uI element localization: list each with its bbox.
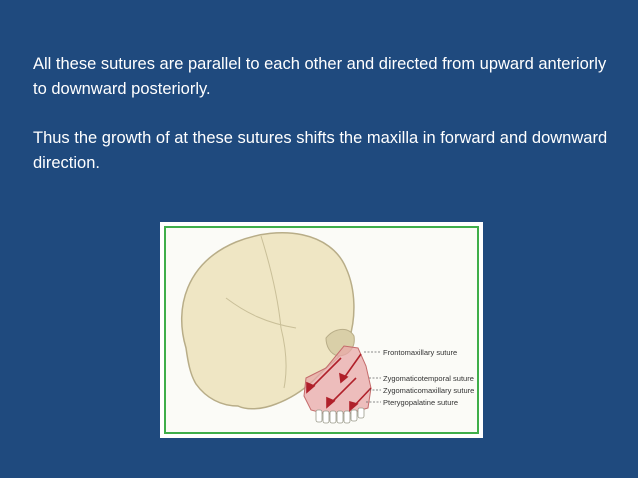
skull-figure-frame	[164, 226, 479, 434]
label-pterygopalatine: Pterygopalatine suture	[383, 398, 459, 407]
paragraph-2: Thus the growth of at these sutures shifts the maxilla in forward and downward direction.	[33, 129, 608, 172]
label-zygomaticomaxillary: Zygomaticomaxillary suture	[383, 386, 475, 395]
label-frontomaxillary: Frontomaxillary suture	[383, 348, 458, 357]
skull-illustration	[166, 228, 477, 432]
label-zygomaticotemporal: Zygomaticotemporal suture	[383, 374, 474, 383]
slide-text	[33, 52, 613, 176]
paragraph-1: All these sutures are parallel to each other and directed from upward anteriorly to downward posteriorly.	[33, 55, 607, 98]
skull-figure	[160, 222, 483, 438]
